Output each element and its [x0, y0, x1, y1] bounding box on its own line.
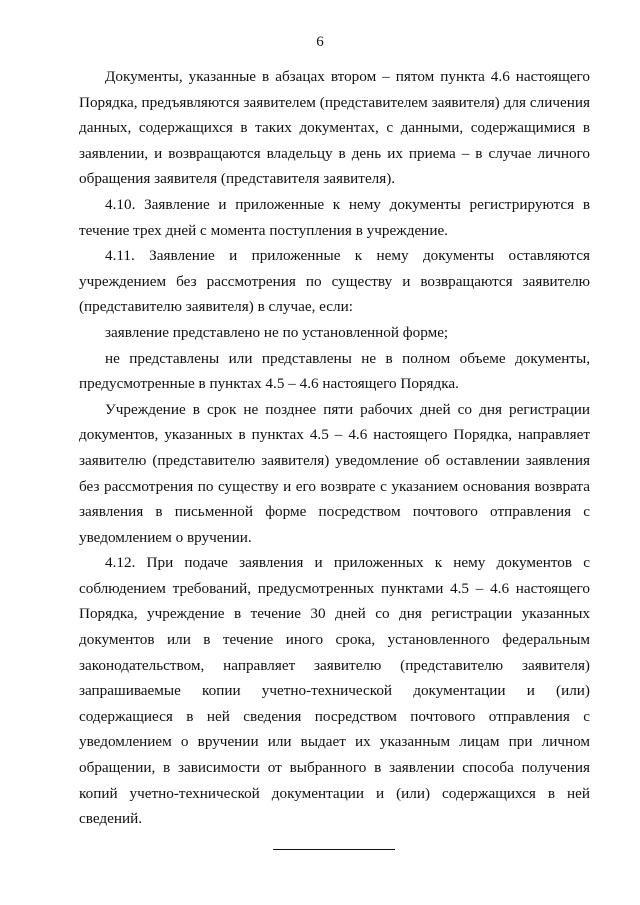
document-body [79, 64, 590, 832]
paragraph-4-10-registration: 4.10. Заявление и приложенные к нему документы регистрируются в течение трех дней с момента поступления в учреждение. [79, 195, 590, 239]
paragraph-4-11-return-conditions: 4.11. Заявление и приложенные к нему документы оставляются учреждением без рассмотрения по существу и возвращаются заявителю (представителю заявителя) в случае, если: [79, 247, 590, 316]
paragraph-condition-documents: не представлены или представлены не в полном объеме документы, предусмотренные в пунктах 4.5 – 4.6 настоящего Порядка. [79, 349, 590, 393]
page-number: 6 [316, 34, 324, 50]
paragraph-documents-verification: Документы, указанные в абзацах втором – пятом пункта 4.6 настоящего Порядка, предъявляются заявителем (представителем заявителя) для сличения данных, содержащихся в таких документах, с данными, содержащимися в заявлении, и возвращаются владельцу в день их приема – в случае личного обращения заявителя (представителя заявителя). [79, 68, 590, 188]
paragraph-4-12-issuance: 4.12. При подаче заявления и приложенных к нему документов с соблюдением требований, предусмотренных пунктами 4.5 – 4.6 настоящего Порядка, учреждение в течение 30 дней со дня регистрации указанных документов или в течение иного срока, установленного федеральным законодательством, направляет заявителю (представителю заявителя) запрашиваемые копии учетно-технической документации и (или) содержащиеся в ней сведения посредством почтового отправления с уведомлением о вручении или выдает их указанным лицам при личном обращении, в зависимости от выбранного в заявлении способа получения копий учетно-технической документации и (или) содержащихся в ней сведений. [79, 554, 590, 828]
end-separator-line [273, 849, 395, 850]
paragraph-return-notice: Учреждение в срок не позднее пяти рабочих дней со дня регистрации документов, указанных в пунктах 4.5 – 4.6 настоящего Порядка, направляет заявителю (представителю заявителя) уведомление об оставлении заявления без рассмотрения по существу и его возврате с указанием основания возврата заявления в письменной форме посредством почтового отправления с уведомлением о вручении. [79, 400, 590, 546]
paragraph-condition-form: заявление представлено не по установленной форме; [105, 323, 449, 341]
